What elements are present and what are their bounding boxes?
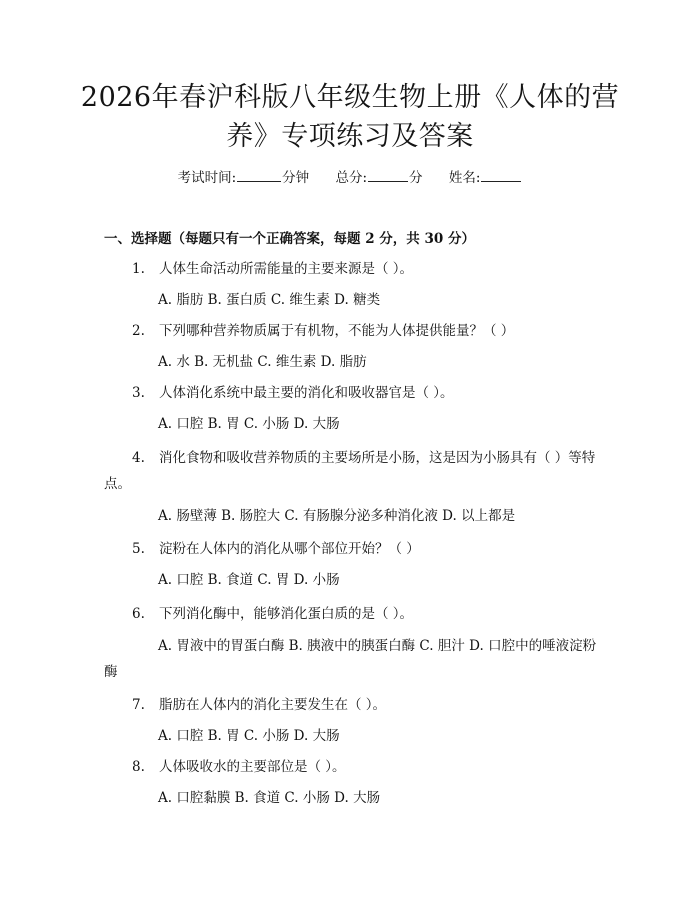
question-options: A. 口腔 B. 食道 C. 胃 D. 小肠 [158,572,340,588]
question-number: 6. [132,606,145,622]
question-item [104,445,598,529]
question-item [104,695,598,747]
section-heading: 一、选择题（每题只有一个正确答案，每题 2 分，共 30 分） [104,231,475,247]
student-name-label: 姓名: [448,170,481,186]
exam-time-unit: 分钟 [282,170,310,186]
question-number: 8. [132,759,145,775]
question-stem: 淀粉在人体内的消化从哪个部位开始？（ ） [159,541,420,557]
question-options: A. 脂肪 B. 蛋白质 C. 维生素 D. 糖类 [158,292,381,308]
question-options: A. 口腔黏膜 B. 食道 C. 小肠 D. 大肠 [158,790,381,806]
question-number: 2. [132,323,145,339]
question-item [104,321,598,373]
question-stem: 下列哪种营养物质属于有机物，不能为人体提供能量？（ ） [159,323,515,339]
exam-info-line [0,168,700,188]
total-score-blank [368,168,408,182]
question-item [104,539,598,591]
student-name-blank [481,168,521,182]
question-item [104,383,598,435]
title-line-2: 养》专项练习及答案 [226,121,474,152]
question-number: 5. [132,541,145,557]
document-title [60,78,640,156]
question-stem: 脂肪在人体内的消化主要发生在（ ）。 [159,697,387,713]
exam-time-label: 考试时间: [177,170,237,186]
exam-time-blank [237,168,281,182]
question-number: 1. [132,261,145,277]
student-name-field [449,168,523,188]
question-stem: 人体消化系统中最主要的消化和吸收器官是（ ）。 [159,385,454,401]
question-options: A. 胃液中的胃蛋白酶 B. 胰液中的胰蛋白酶 C. 胆汁 D. 口腔中的唾液淀粉酶 [104,638,597,680]
question-list [104,259,598,809]
title-line-1: 2026年春沪科版八年级生物上册《人体的营 [80,82,620,113]
total-score-label: 总分: [335,170,368,186]
question-stem: 人体生命活动所需能量的主要来源是（ ）。 [159,261,414,277]
question-number: 4. [132,450,145,466]
exam-time-field [178,168,310,188]
question-options: A. 口腔 B. 胃 C. 小肠 D. 大肠 [158,728,340,744]
question-options: A. 水 B. 无机盐 C. 维生素 D. 脂肪 [158,354,367,370]
question-stem: 消化食物和吸收营养物质的主要场所是小肠，这是因为小肠具有（ ）等特点。 [104,450,596,492]
question-number: 3. [132,385,145,401]
question-item [104,757,598,809]
total-score-unit: 分 [409,170,423,186]
question-item [104,601,598,685]
question-stem: 人体吸收水的主要部位是（ ）。 [159,759,346,775]
question-options: A. 肠壁薄 B. 肠腔大 C. 有肠腺分泌多种消化液 D. 以上都是 [158,508,516,524]
question-number: 7. [132,697,145,713]
question-options: A. 口腔 B. 胃 C. 小肠 D. 大肠 [158,416,340,432]
question-stem: 下列消化酶中，能够消化蛋白质的是（ ）。 [159,606,414,622]
total-score-field [335,168,422,188]
question-item [104,259,598,311]
